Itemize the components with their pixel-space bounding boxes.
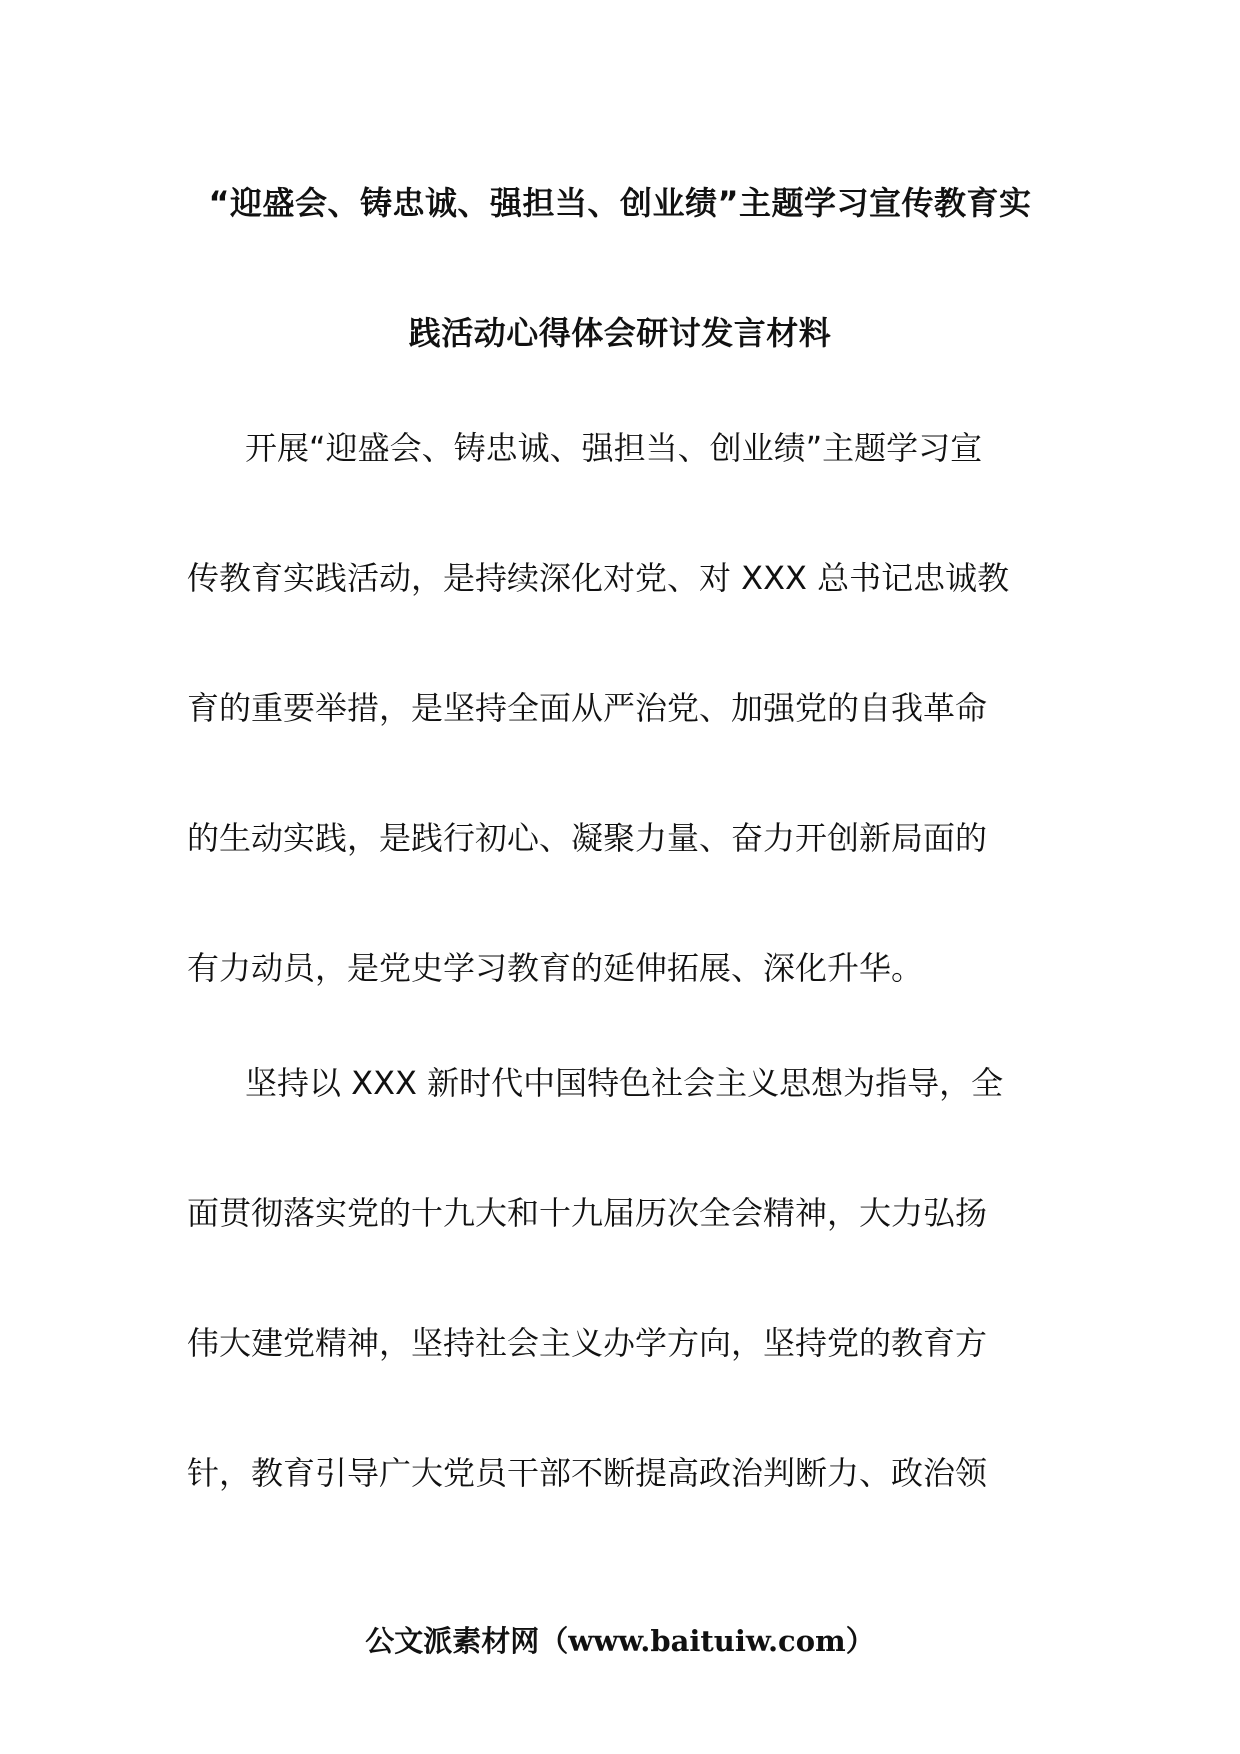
paragraph-1-line-1: 开展“迎盛会、铸忠诚、强担当、创业绩”主题学习宣 (245, 429, 983, 467)
paragraph-1-line-4: 的生动实践，是践行初心、凝聚力量、奋力开创新局面的 (187, 819, 988, 857)
paragraph-1-line-2: 传教育实践活动，是持续深化对党、对 XXX 总书记忠诚教 (187, 559, 1010, 597)
paragraph-2-line-4: 针，教育引导广大党员干部不断提高政治判断力、政治领 (187, 1454, 988, 1492)
paragraph-2-line-2: 面贯彻落实党的十九大和十九届历次全会精神，大力弘扬 (187, 1194, 988, 1232)
footer-watermark-text: 公文派素材网（www.baituiw.com） (365, 1624, 875, 1658)
document-title-line-1: “迎盛会、铸忠诚、强担当、创业绩”主题学习宣传教育实 (208, 184, 1032, 222)
document-title-line-2: 践活动心得体会研讨发言材料 (408, 314, 832, 352)
paragraph-1-line-5: 有力动员，是党史学习教育的延伸拓展、深化升华。 (187, 949, 924, 987)
paragraph-2-line-1: 坚持以 XXX 新时代中国特色社会主义思想为指导，全 (245, 1064, 1004, 1102)
paragraph-2-line-3: 伟大建党精神，坚持社会主义办学方向，坚持党的教育方 (187, 1324, 988, 1362)
paragraph-1-line-3: 育的重要举措，是坚持全面从严治党、加强党的自我革命 (187, 689, 988, 727)
